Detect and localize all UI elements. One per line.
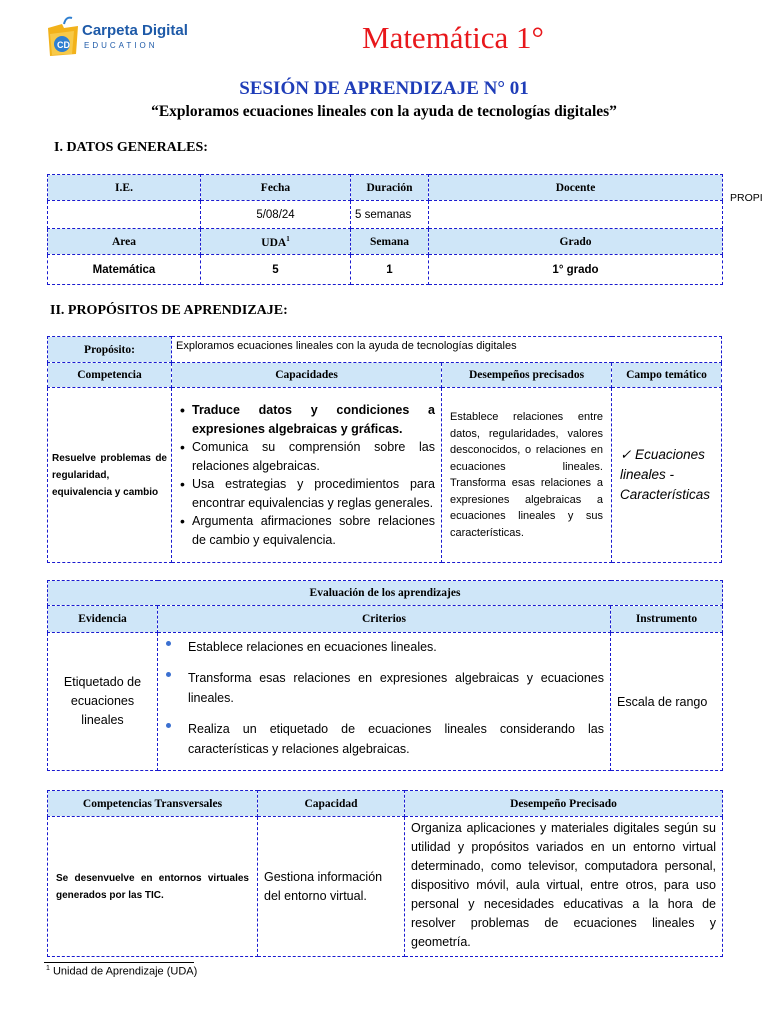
- value-capacidad: Gestiona información del entorno virtual.: [258, 817, 405, 957]
- capacidades-cell: [172, 388, 442, 563]
- value-fecha: 5/08/24: [201, 201, 351, 229]
- header-competencia: Competencia: [48, 363, 172, 388]
- value-duracion: 5 semanas: [351, 201, 429, 229]
- criterio-item: Establece relaciones en ecuaciones lineales.: [158, 637, 604, 657]
- transversales-table: [47, 790, 723, 957]
- evaluacion-table: [47, 580, 723, 771]
- footnote-divider: [44, 962, 194, 963]
- value-uda: 5: [201, 255, 351, 285]
- logo-text: Carpeta Digital: [82, 22, 188, 39]
- value-evidencia: Etiquetado de ecuaciones lineales: [48, 633, 158, 771]
- criterio-item: Realiza un etiquetado de ecuaciones lineales considerando las características y relaciones algebraicas.: [158, 719, 604, 759]
- criterios-cell: [158, 633, 611, 771]
- header-uda-sup: 1: [286, 234, 290, 243]
- value-competencia: Resuelve problemas de regularidad, equivalencia y cambio: [48, 388, 172, 563]
- logo-subtext: EDUCATION: [84, 41, 158, 50]
- header-fecha: Fecha: [201, 175, 351, 201]
- header-proposito: Propósito:: [48, 337, 172, 363]
- footnote-sup: 1: [46, 965, 50, 972]
- header-uda-label: UDA: [261, 236, 287, 249]
- header-campo: Campo temático: [612, 363, 722, 388]
- value-instrumento: Escala de rango: [611, 633, 723, 771]
- value-docente: [429, 201, 723, 229]
- logo-icon: [44, 14, 84, 60]
- value-comp-transversal: Se desenvuelve en entornos virtuales generados por las TIC.: [48, 817, 258, 957]
- evaluacion-title: Evaluación de los aprendizajes: [48, 581, 723, 606]
- value-proposito: Exploramos ecuaciones lineales con la ayuda de tecnologías digitales: [172, 337, 722, 363]
- value-desempeno: Establece relaciones entre datos, regularidades, valores desconocidos, o relaciones en ecuaciones lineales. Transforma esas relaciones a expresiones algebraicas a ecuaciones lineales y sus características.: [442, 388, 612, 563]
- capacidad-item: • Argumenta afirmaciones sobre relaciones de cambio y equivalencia.: [180, 512, 435, 549]
- propositos-table: [47, 336, 722, 563]
- value-desempeno-precisado: Organiza aplicaciones y materiales digitales según su utilidad y propósitos variados en un entorno virtual determinado, como televisor, computadora personal, dispositivo móvil, aula virtual, entre otros, para uso personal y necesidades educativas a la hora de resolver problemas de ecuaciones lineales y geometría.: [405, 817, 723, 957]
- datos-table: [47, 174, 723, 285]
- svg-text:CD: CD: [57, 40, 70, 50]
- header-semana: Semana: [351, 229, 429, 255]
- session-subtitle: “Exploramos ecuaciones lineales con la ayuda de tecnologías digitales”: [151, 103, 617, 120]
- header-comp-transversales: Competencias Transversales: [48, 791, 258, 817]
- header-duracion: Duración: [351, 175, 429, 201]
- section-propositos-heading: II. PROPÓSITOS DE APRENDIZAJE:: [50, 303, 288, 318]
- header-evidencia: Evidencia: [48, 606, 158, 633]
- capacidades-list: [180, 401, 435, 549]
- value-campo: ✓ Ecuaciones lineales - Características: [612, 388, 722, 563]
- header-capacidad: Capacidad: [258, 791, 405, 817]
- header-area: Area: [48, 229, 201, 255]
- header-ie: I.E.: [48, 175, 201, 201]
- capacidad-item: • Comunica su comprensión sobre las relaciones algebraicas.: [180, 438, 435, 475]
- criterios-list: [158, 637, 604, 759]
- value-grado: 1° grado: [429, 255, 723, 285]
- value-semana: 1: [351, 255, 429, 285]
- footnote: [46, 965, 197, 978]
- header-docente: Docente: [429, 175, 723, 201]
- criterio-item: Transforma esas relaciones en expresiones algebraicas y ecuaciones lineales.: [158, 668, 604, 708]
- session-title: SESIÓN DE APRENDIZAJE N° 01: [239, 78, 529, 99]
- footnote-text: Unidad de Aprendizaje (UDA): [52, 965, 198, 978]
- section-datos-heading: I. DATOS GENERALES:: [54, 140, 208, 155]
- header-criterios: Criterios: [158, 606, 611, 633]
- value-ie: [48, 201, 201, 229]
- side-text: PROPI: [730, 192, 763, 204]
- header-instrumento: Instrumento: [611, 606, 723, 633]
- header-desempenos: Desempeños precisados: [442, 363, 612, 388]
- subject-title: Matemática 1°: [362, 20, 544, 55]
- header-grado: Grado: [429, 229, 723, 255]
- capacidad-item: • Usa estrategias y procedimientos para encontrar equivalencias y reglas generales.: [180, 475, 435, 512]
- capacidad-item: • Traduce datos y condiciones a expresiones algebraicas y gráficas.: [180, 401, 435, 438]
- header-uda: [201, 229, 351, 255]
- header-capacidades: Capacidades: [172, 363, 442, 388]
- value-area: Matemática: [48, 255, 201, 285]
- header-desempeno-precisado: Desempeño Precisado: [405, 791, 723, 817]
